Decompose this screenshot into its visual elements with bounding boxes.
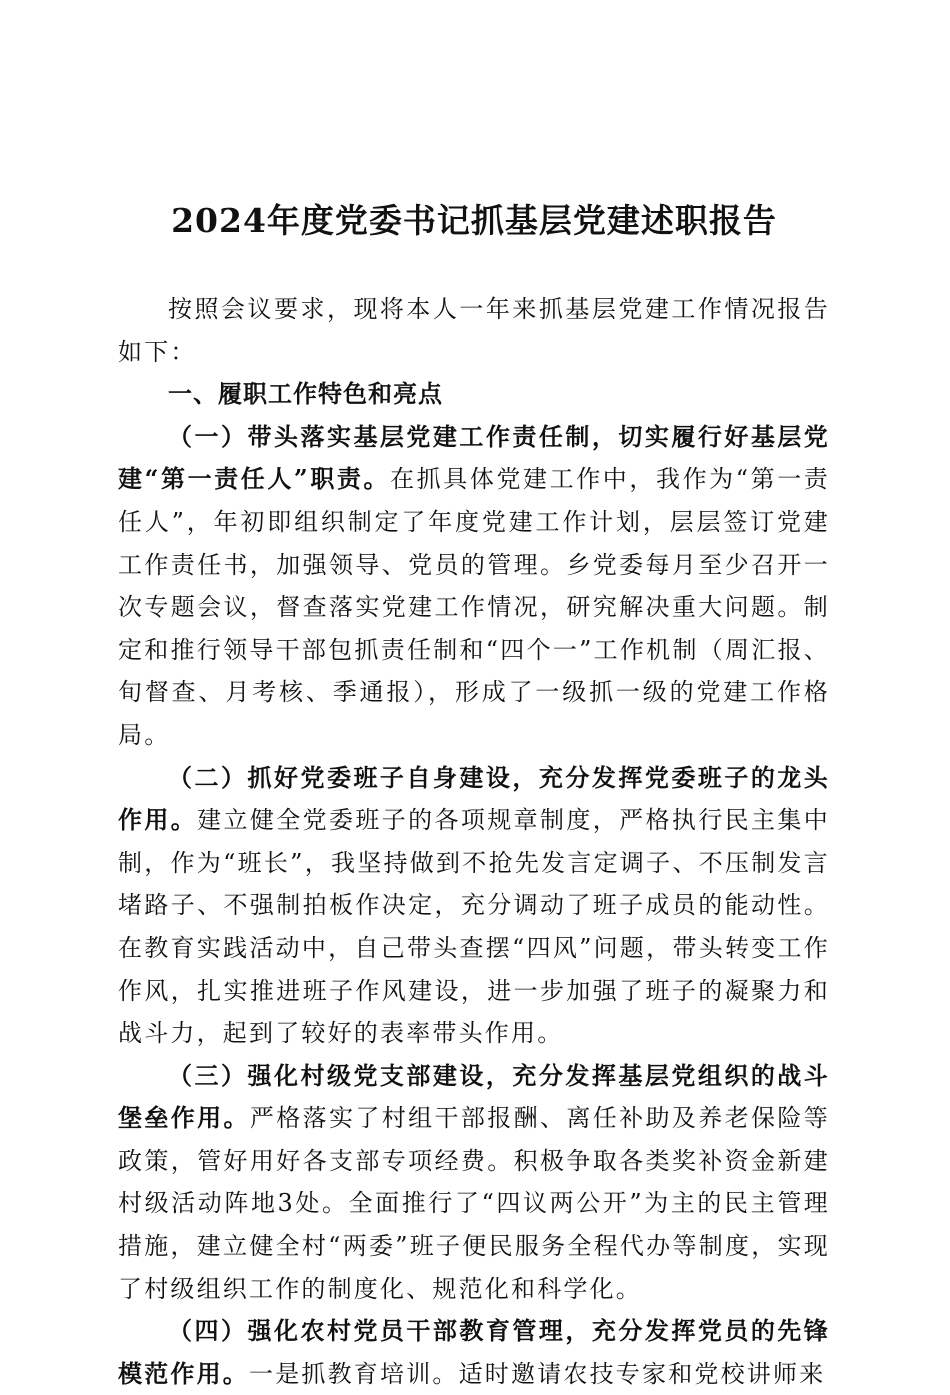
- item-paragraph: [118, 1310, 830, 1395]
- intro-paragraph: 按照会议要求，现将本人一年来抓基层党建工作情况报告如下：: [118, 295, 830, 366]
- document-body: [118, 288, 830, 1395]
- item-heading: （一）带头落实基层党建工作责任制，切实履行好基层党建“第一责任人”职责。: [118, 421, 830, 494]
- item-heading: （四）强化农村党员干部教育管理，充分发挥党员的先锋模范作用。: [118, 1316, 830, 1388]
- item-paragraph: [118, 1055, 830, 1311]
- item-body: 一是抓教育培训。适时邀请农技专家和党校讲师来: [249, 1359, 826, 1388]
- item-body: 建立健全党委班子的各项规章制度，严格执行民主集中制，作为“班长”，我坚持做到不抢先发言定调子、不压制发言堵路子、不强制拍板作决定，充分调动了班子成员的能动性。在教育实践活动中，自己带头查摆“四风”问题，带头转变工作作风，扎实推进班子作风建设，进一步加强了班子的凝聚力和战斗力，起到了较好的表率带头作用。: [118, 806, 830, 1048]
- item-body: 严格落实了村组干部报酬、离任补助及养老保险等政策，管好用好各支部专项经费。积极争取各类奖补资金新建村级活动阵地3处。全面推行了“四议两公开”为主的民主管理措施，建立健全村“两委”班子便民服务全程代办等制度，实现了村级组织工作的制度化、规范化和科学化。: [118, 1104, 830, 1303]
- document-title: 2024年度党委书记抓基层党建述职报告: [171, 201, 777, 240]
- item-paragraph: [118, 416, 830, 757]
- item-heading: （三）强化村级党支部建设，充分发挥基层党组织的战斗堡垒作用。: [118, 1060, 830, 1133]
- item-body: 在抓具体党建工作中，我作为“第一责任人”，年初即组织制定了年度党建工作计划，层层签订党建工作责任书，加强领导、党员的管理。乡党委每月至少召开一次专题会议，督查落实党建工作情况，研究解决重大问题。制定和推行领导干部包抓责任制和“四个一”工作机制（周汇报、旬督查、月考核、季通报），形成了一级抓一级的党建工作格局。: [118, 465, 830, 749]
- section-heading: 一、履职工作特色和亮点: [168, 379, 443, 409]
- item-paragraph: [118, 757, 830, 1055]
- item-heading: （二）抓好党委班子自身建设，充分发挥党委班子的龙头作用。: [118, 762, 830, 835]
